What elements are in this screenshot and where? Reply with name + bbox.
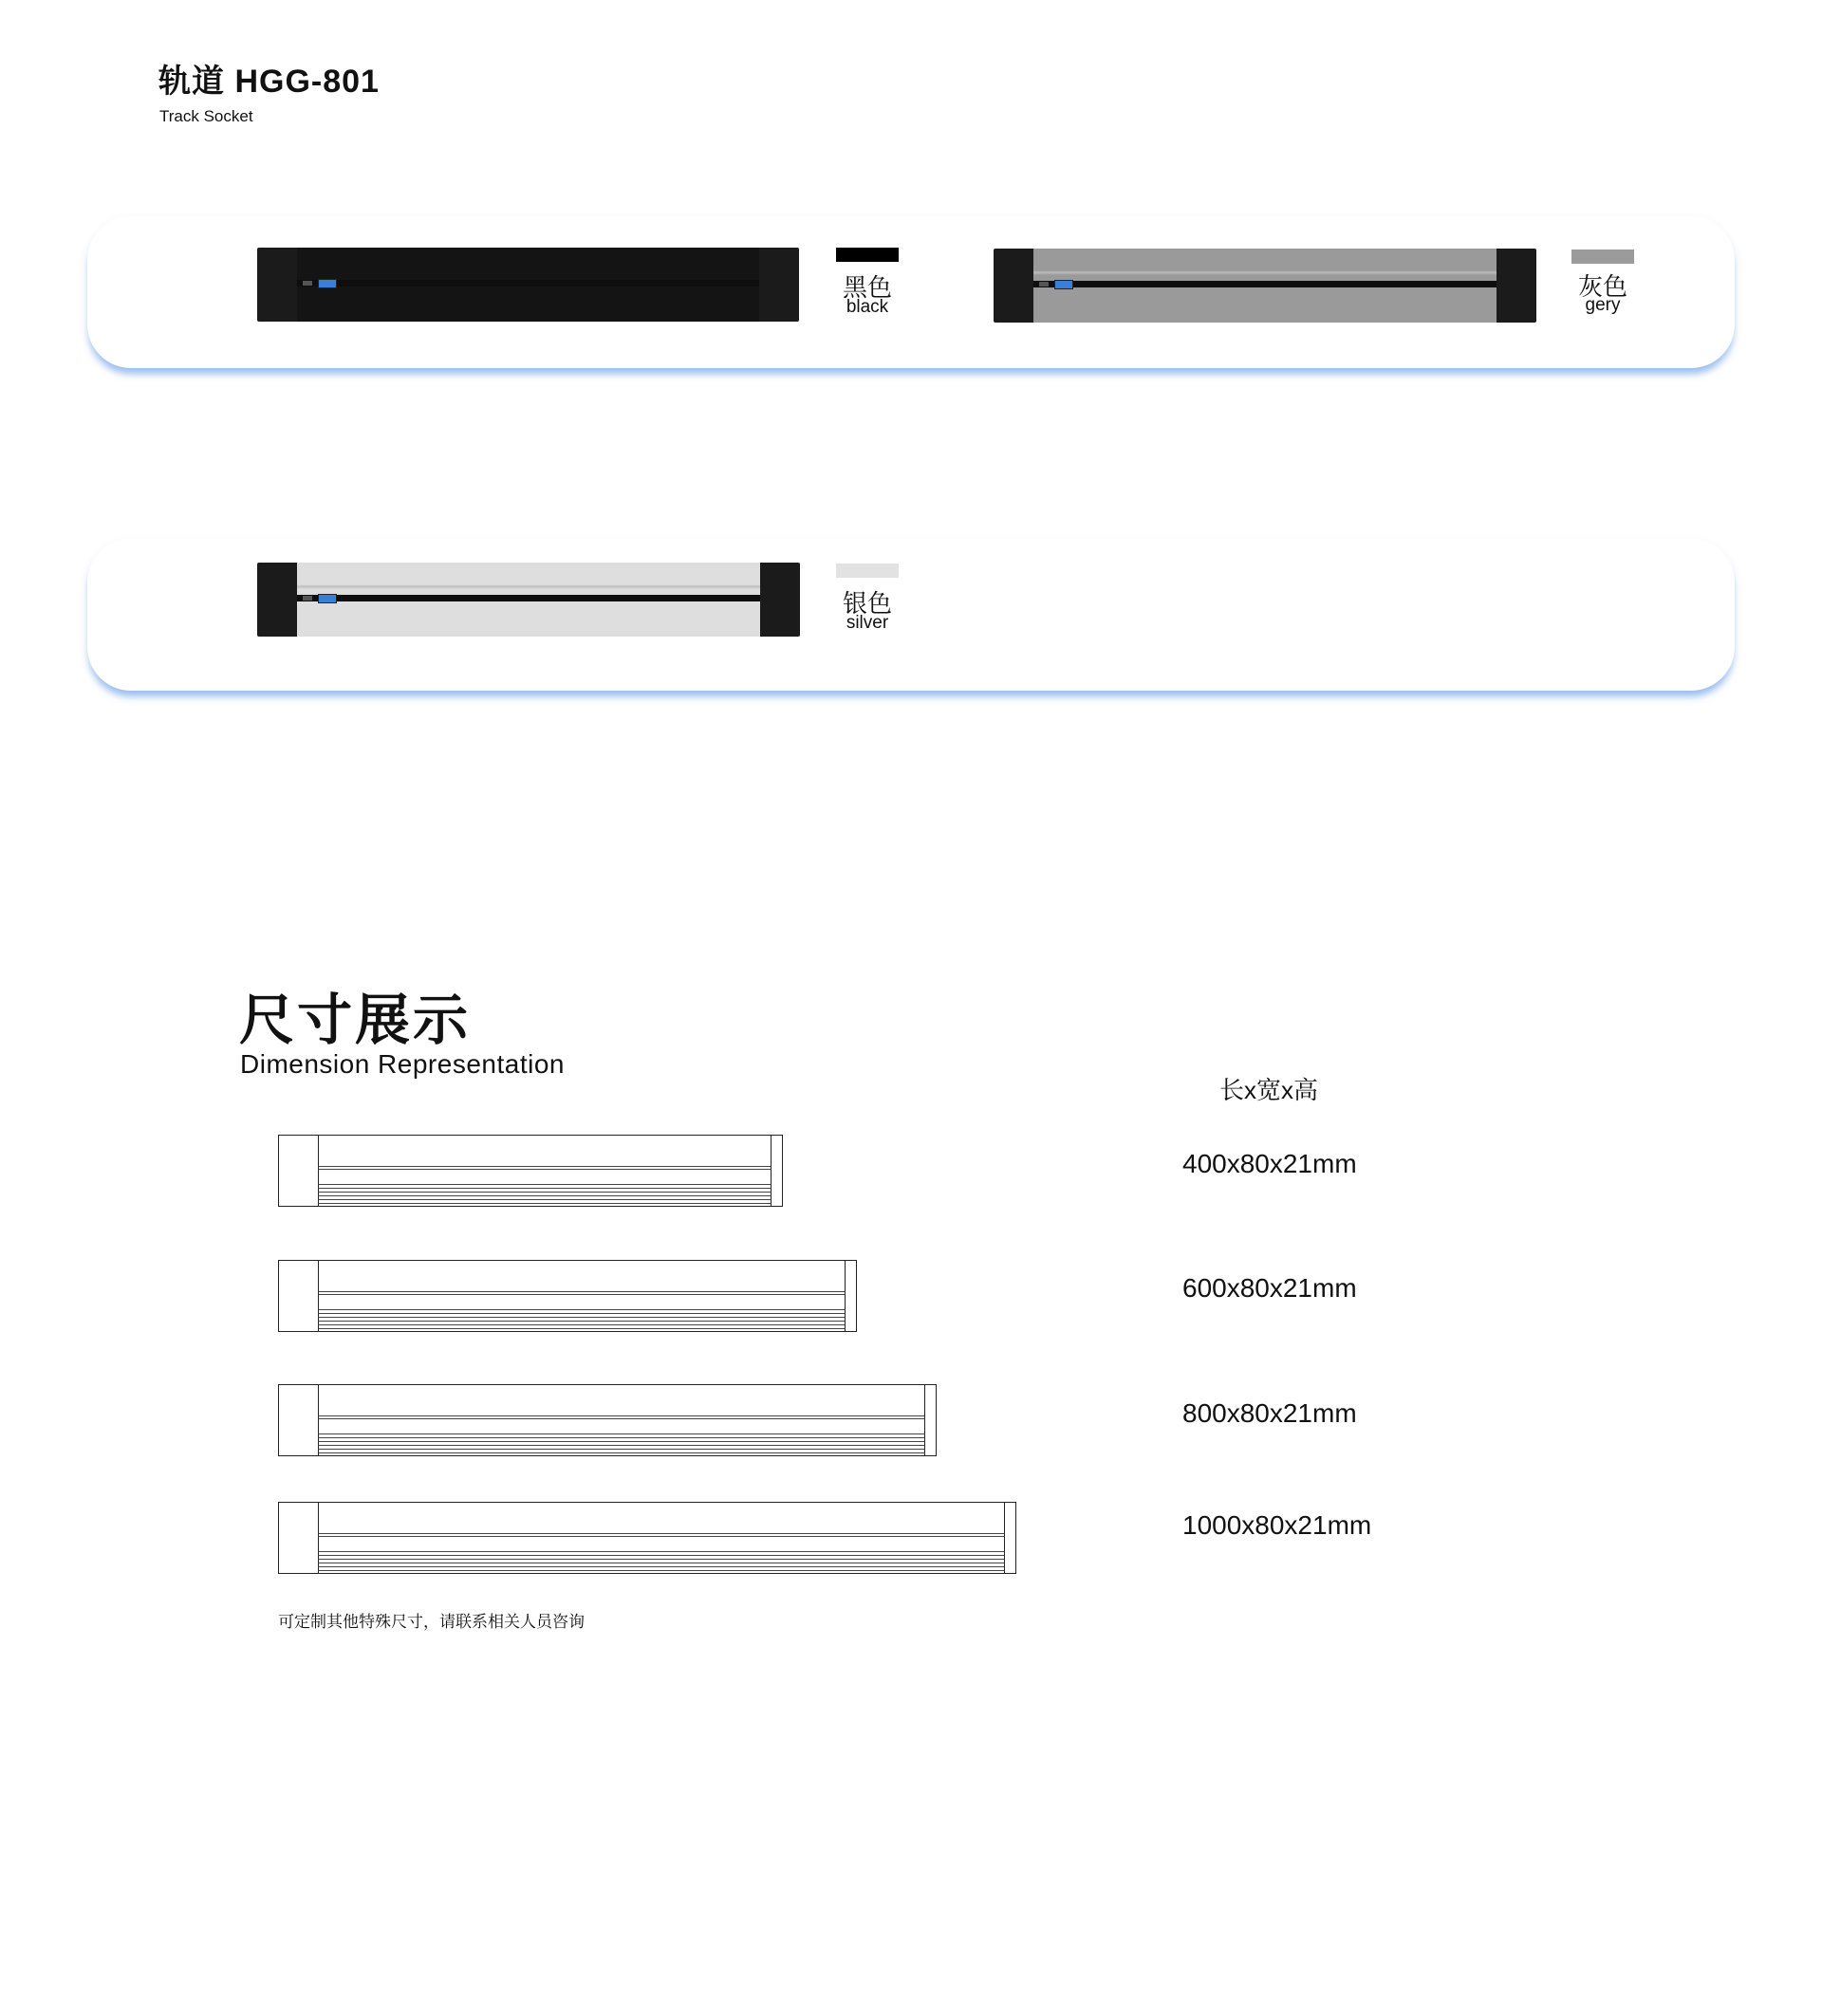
product-image-grey xyxy=(994,249,1536,323)
color-name-en-black: black xyxy=(846,297,889,317)
usb-port-icon xyxy=(1054,280,1073,289)
color-name-zh-silver: 银色 xyxy=(842,589,892,618)
color-name-en-silver: silver xyxy=(846,613,889,633)
color-swatch-silver xyxy=(836,564,899,578)
color-name-zh-black: 黑色 xyxy=(842,273,892,302)
size-outline-400 xyxy=(278,1135,783,1207)
page-subtitle: Track Socket xyxy=(159,107,253,125)
product-image-silver xyxy=(257,563,800,637)
page-title: 轨道 HGG-801 xyxy=(158,64,380,100)
product-image-black xyxy=(257,248,799,322)
color-swatch-grey xyxy=(1571,250,1634,264)
usb-port-icon xyxy=(318,594,337,603)
dimension-title: 尺寸展示 xyxy=(239,990,472,1051)
size-label-1000: 1000x80x21mm xyxy=(1182,1510,1372,1540)
color-swatch-black xyxy=(836,248,899,262)
size-outline-600 xyxy=(278,1260,857,1332)
color-name-zh-grey: 灰色 xyxy=(1577,272,1627,301)
dimension-subtitle: Dimension Representation xyxy=(240,1049,565,1079)
customization-note: 可定制其他特殊尺寸，请联系相关人员咨询 xyxy=(278,1613,585,1631)
color-name-en-grey: gery xyxy=(1585,295,1621,315)
size-label-600: 600x80x21mm xyxy=(1182,1273,1357,1303)
size-outline-1000 xyxy=(278,1502,1016,1574)
usb-port-icon xyxy=(318,279,337,288)
size-label-400: 400x80x21mm xyxy=(1182,1149,1357,1178)
size-label-800: 800x80x21mm xyxy=(1182,1398,1357,1428)
dimension-column-header: 长x宽x高 xyxy=(1219,1076,1319,1104)
size-outline-800 xyxy=(278,1384,937,1456)
